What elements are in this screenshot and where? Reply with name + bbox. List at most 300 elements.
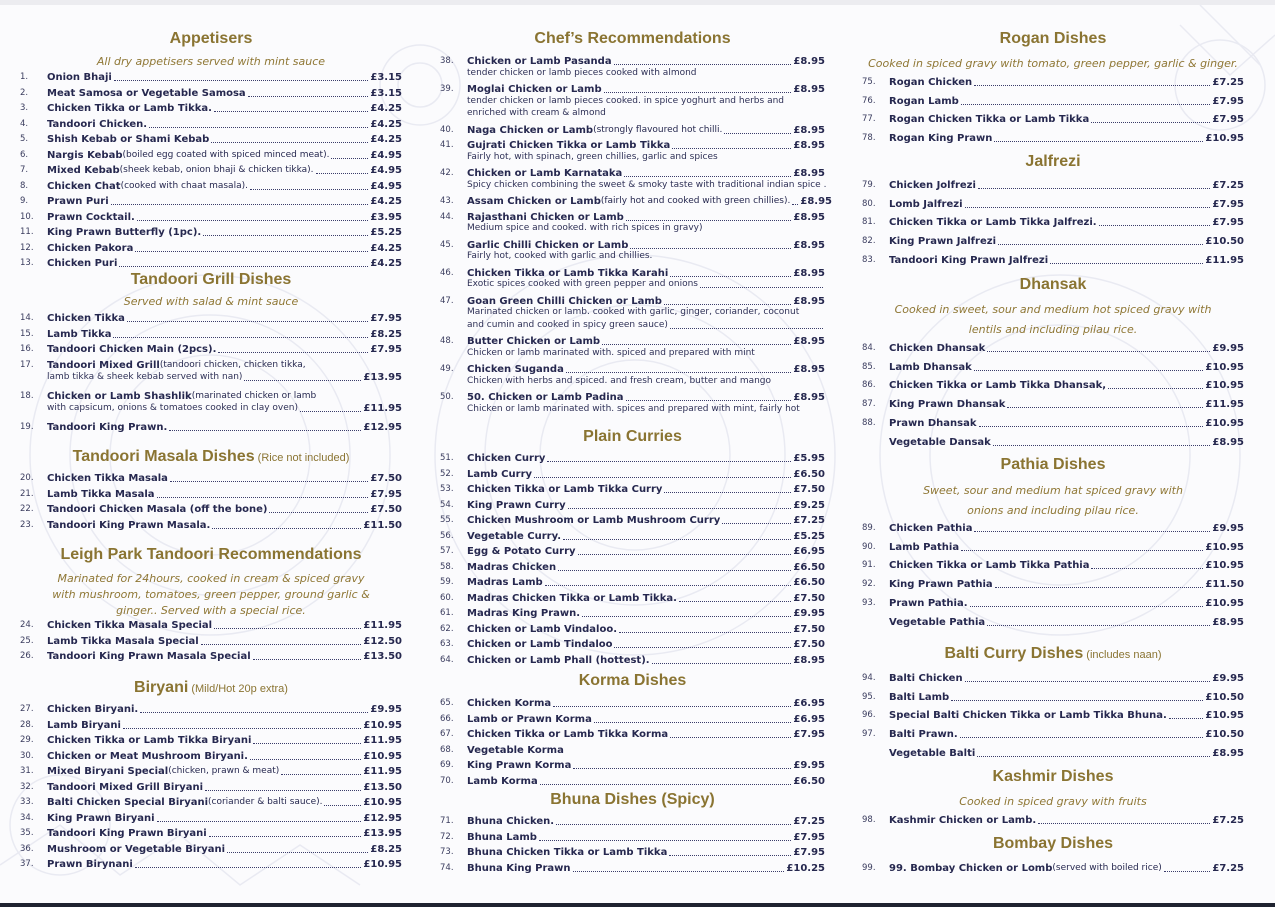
item-number: 71. [440, 816, 454, 826]
item-number: 57. [440, 546, 454, 556]
item-name: King Prawn Biryani [47, 812, 155, 824]
item-number: 94. [862, 673, 876, 683]
item-detail-text: lamb tikka & sheek kebab served with nan) [47, 372, 243, 382]
dot-leader [1099, 225, 1211, 226]
dot-leader [670, 737, 791, 738]
item-name: Lamb Dhansak [889, 361, 972, 373]
dot-leader [573, 871, 785, 872]
dot-leader [978, 188, 1210, 189]
item-price: £13.95 [363, 828, 402, 839]
dot-leader [630, 248, 791, 249]
dot-leader [119, 266, 368, 267]
item-price: £9.25 [793, 499, 825, 511]
item-name: Chicken or Lamb Phall (hottest). [467, 654, 650, 666]
item-price: £10.95 [1205, 541, 1244, 553]
dot-leader [624, 176, 791, 177]
dot-leader [212, 528, 361, 529]
item-detail [467, 179, 825, 192]
section-title: Biryani [134, 679, 189, 696]
menu-item [440, 481, 825, 496]
section-title-note: (includes naan) [1083, 649, 1162, 661]
item-price: £3.15 [370, 72, 402, 83]
dot-leader [169, 430, 361, 431]
item-name: Madras Lamb [467, 577, 543, 588]
item-number: 19. [20, 421, 34, 432]
item-description: (strongly flavoured hot chilli. [593, 124, 723, 135]
item-price: £7.95 [370, 313, 402, 324]
item-detail-text: Chicken or lamb marinated with. spiced and prepared with mint [467, 347, 755, 358]
item-price: £7.25 [793, 816, 825, 827]
item-number: 97. [862, 729, 876, 740]
dot-leader [149, 127, 368, 128]
section-heading [20, 448, 402, 466]
item-number: 44. [440, 211, 454, 222]
menu-item [20, 648, 402, 663]
item-name: Moglai Chicken or Lamb [467, 84, 602, 95]
dot-leader [1108, 388, 1203, 389]
menu-item [440, 122, 825, 137]
section-subtitle: Cooked in sweet, sour and medium hot spiced gravy with [894, 303, 1212, 316]
item-price: £8.95 [793, 84, 825, 95]
item-name: Chicken Puri [47, 258, 118, 269]
section-title: Rogan Dishes [999, 30, 1107, 47]
dot-leader [974, 531, 1210, 532]
item-price: £4.25 [370, 103, 402, 114]
item-price: £7.50 [370, 473, 402, 484]
dot-leader [1091, 568, 1203, 569]
item-number: 89. [862, 523, 876, 533]
item-number: 64. [440, 654, 454, 665]
item-name: Tandoori King Prawn Jalfrezi [889, 254, 1049, 266]
item-price: £6.50 [793, 577, 825, 588]
item-name: Balti Chicken Special Biryani [47, 797, 209, 808]
item-number: 60. [440, 592, 454, 603]
item-price: £8.25 [370, 843, 402, 855]
dot-leader [987, 625, 1210, 626]
section-title: Appetisers [169, 30, 253, 47]
item-name: Lamb Korma [467, 775, 538, 787]
menu-item [20, 617, 402, 632]
item-price: £8.95 [793, 295, 825, 307]
dot-leader [977, 756, 1210, 757]
item-price: £4.25 [370, 196, 402, 207]
item-name: Bhuna Chicken. [467, 816, 555, 827]
section-title: Bhuna Dishes (Spicy) [550, 791, 715, 808]
item-detail-text: tender chicken or lamb pieces cooked. in spice yoghurt and herbs and [467, 95, 784, 106]
menu-item [440, 829, 825, 844]
item-price: £13.50 [363, 651, 402, 662]
item-name: Chicken Tikka Masala Special [47, 620, 213, 631]
item-number: 67. [440, 729, 454, 739]
menu-item [20, 633, 402, 648]
item-price: £3.95 [370, 211, 402, 223]
menu-item [440, 605, 825, 620]
item-detail-text: and cumin and cooked in spicy green sauce) [467, 319, 668, 330]
item-name: Balti Lamb [889, 691, 950, 703]
item-price: £8.25 [370, 328, 402, 340]
section-heading [20, 679, 402, 697]
dot-leader [563, 539, 791, 540]
item-name: Prawn Cocktail. [47, 211, 135, 223]
section-subtitle: lentils and including pilau rice. [968, 323, 1138, 336]
item-price: £10.95 [1205, 361, 1244, 373]
menu-item [20, 470, 402, 485]
section-heading [440, 791, 825, 809]
menu-item [862, 196, 1244, 211]
item-price: £7.95 [370, 488, 402, 500]
menu-item [20, 825, 402, 840]
dot-leader [540, 784, 792, 785]
dot-leader [995, 587, 1204, 588]
item-price: £10.50 [1205, 729, 1244, 741]
item-number: 54. [440, 499, 454, 510]
item-name: Mushroom or Vegetable Biryani [47, 843, 226, 855]
item-name: Vegetable Curry. [467, 530, 562, 542]
menu-item [862, 111, 1244, 126]
item-detail-text: Fairly hot, with spinach, green chillies, garlic and spices [467, 151, 718, 162]
item-name: Chicken Tikka [47, 313, 125, 324]
item-name: Bhuna Chicken Tikka or Lamb Tikka [467, 847, 668, 858]
menu-item [20, 131, 402, 146]
dot-leader [244, 380, 361, 381]
item-detail [467, 67, 825, 80]
dot-leader [300, 411, 361, 412]
dot-leader [556, 824, 791, 825]
item-detail [467, 403, 825, 416]
item-price: £4.25 [370, 258, 402, 269]
item-name: King Prawn Korma [467, 760, 572, 771]
dot-leader [619, 632, 791, 633]
menu-item [20, 486, 402, 501]
menu-item [20, 147, 402, 162]
dot-leader [250, 759, 361, 760]
menu-item [440, 726, 825, 741]
menu-item [862, 74, 1244, 89]
item-number: 90. [862, 541, 876, 552]
item-price: £10.95 [363, 797, 402, 808]
dot-leader [664, 492, 791, 493]
item-number: 24. [20, 620, 34, 630]
item-name: Tandoori King Prawn Masala. [47, 519, 211, 531]
item-number: 56. [440, 530, 454, 541]
item-number: 72. [440, 831, 454, 842]
item-number: 38. [440, 56, 454, 66]
item-name: Onion Bhaji [47, 72, 112, 83]
section-title: Leigh Park Tandoori Recommendations [60, 546, 362, 563]
item-name: Bhuna King Prawn [467, 862, 571, 874]
dot-leader [547, 461, 791, 462]
item-number: 59. [440, 577, 454, 587]
item-price: £3.15 [370, 87, 402, 99]
item-number: 27. [20, 704, 34, 714]
menu-item [440, 652, 825, 667]
item-number: 98. [862, 815, 876, 825]
item-number: 99. [862, 863, 876, 873]
menu-item [440, 757, 825, 772]
item-name: Balti Prawn. [889, 729, 958, 741]
item-price: £7.25 [1212, 77, 1244, 88]
item-price: £7.25 [793, 515, 825, 526]
menu-item [20, 116, 402, 131]
section-title: Tandoori Masala Dishes [72, 448, 255, 465]
item-price: £7.95 [793, 847, 825, 858]
item-price: £8.95 [1212, 436, 1244, 448]
item-price: £11.50 [363, 519, 402, 531]
dot-leader [545, 585, 792, 586]
item-name: Chicken Biryani. [47, 704, 139, 715]
item-name: Rogan King Prawn [889, 133, 993, 145]
item-number: 78. [862, 133, 876, 144]
item-price: £7.50 [793, 484, 825, 495]
item-price: £11.95 [1205, 254, 1244, 266]
item-name: Chicken or Lamb Vindaloo. [467, 623, 618, 635]
item-price: £8.95 [793, 168, 825, 179]
item-number: 29. [20, 735, 34, 745]
item-number: 13. [20, 258, 34, 268]
item-name: Chicken Tikka or Lamb Tikka Biryani [47, 735, 252, 746]
item-price: £7.95 [1212, 114, 1244, 126]
item-number: 32. [20, 781, 34, 792]
dot-leader [961, 104, 1211, 105]
dot-leader [965, 681, 1211, 682]
section-subtitle: All dry appetisers served with mint sauce [96, 55, 326, 68]
item-name: Chicken or Lamb Karnataka [467, 168, 623, 179]
item-price: £10.95 [363, 719, 402, 731]
item-name: Vegetable Dansak [889, 436, 991, 448]
dot-leader [331, 158, 368, 159]
dot-leader [203, 235, 368, 236]
dot-leader [979, 426, 1204, 427]
item-price: £11.95 [363, 403, 402, 414]
item-price: £9.95 [793, 760, 825, 771]
dot-leader [140, 712, 368, 713]
item-name: Tandoori Chicken. [47, 118, 148, 130]
dot-leader [724, 133, 791, 134]
item-name: Lamb or Prawn Korma [467, 713, 592, 725]
item-number: 31. [20, 766, 34, 776]
item-price: £13.50 [363, 781, 402, 793]
item-name: Mixed Kebab [47, 165, 120, 176]
item-number: 76. [862, 95, 876, 106]
menu-item [862, 595, 1244, 610]
item-name: Nargis Kebab [47, 149, 123, 161]
item-name: Chicken Pathia [889, 523, 973, 534]
item-detail-text: Marinated chicken or lamb. cooked with garlic, ginger, coriander, coconut [467, 307, 800, 317]
item-number: 91. [862, 560, 876, 571]
item-price: £9.95 [793, 608, 825, 619]
item-price: £9.95 [1212, 673, 1244, 684]
menu-item [440, 543, 825, 558]
item-price: £8.95 [793, 211, 825, 223]
dot-leader [614, 64, 792, 65]
item-name: Tandoori Chicken Main (2pcs). [47, 344, 217, 355]
dot-leader [534, 477, 791, 478]
item-name: Lamb Tikka Masala Special [47, 635, 199, 647]
item-name: Prawn Birynani [47, 859, 133, 870]
item-description: (chicken, prawn & meat) [168, 766, 280, 776]
menu-item [440, 590, 825, 605]
menu-item [440, 844, 825, 859]
dot-leader [111, 204, 369, 205]
dot-leader [1038, 823, 1210, 824]
item-number: 52. [440, 468, 454, 479]
menu-item [440, 813, 825, 828]
item-number: 15. [20, 328, 34, 339]
item-name: Prawn Dhansak [889, 417, 977, 429]
dot-leader [214, 628, 361, 629]
dot-leader [960, 737, 1204, 738]
menu-item [862, 214, 1244, 229]
item-name: Chicken Suganda [467, 364, 564, 375]
item-price: £8.95 [793, 140, 825, 151]
dot-leader [670, 328, 823, 329]
menu-item [440, 773, 825, 788]
item-price: £8.95 [1212, 747, 1244, 759]
item-number: 47. [440, 295, 454, 306]
item-price: £6.95 [793, 546, 825, 557]
dot-leader [539, 840, 791, 841]
item-name: Kashmir Chicken or Lamb. [889, 815, 1037, 826]
item-name: Chicken Tikka Masala [47, 473, 168, 484]
item-name: Tandoori Chicken Masala (off the bone) [47, 504, 268, 515]
menu-item [20, 255, 402, 270]
item-price: £7.25 [1212, 863, 1244, 874]
item-name: King Prawn Dhansak [889, 399, 1006, 411]
dot-leader [700, 287, 823, 288]
menu-item [20, 841, 402, 856]
dot-leader [248, 96, 369, 97]
dot-leader [573, 768, 791, 769]
section-subtitle: Served with salad & mint sauce [123, 295, 299, 308]
item-name: Chicken Tikka or Lamb Tikka Curry [467, 484, 663, 495]
dot-leader [123, 728, 361, 729]
item-price: £12.50 [363, 635, 402, 647]
item-price: £6.50 [793, 561, 825, 573]
menu-item [862, 377, 1244, 392]
item-number: 85. [862, 361, 876, 372]
item-number: 86. [862, 380, 876, 391]
menu-item [440, 497, 825, 512]
item-number: 96. [862, 710, 876, 721]
item-name: King Prawn Curry [467, 499, 566, 511]
menu-item [862, 860, 1244, 875]
menu-item [20, 224, 402, 239]
item-number: 4. [20, 118, 29, 129]
menu-item [440, 621, 825, 636]
dot-leader [974, 370, 1204, 371]
item-name: Prawn Puri [47, 196, 109, 207]
item-price: £7.95 [1212, 95, 1244, 107]
item-price: £8.95 [793, 654, 825, 666]
item-description: (coriander & balti sauce). [208, 797, 323, 807]
item-detail [467, 319, 825, 332]
item-name: Tandoori King Prawn Masala Special [47, 651, 251, 662]
menu-item [862, 614, 1244, 629]
item-name: Chicken or Meat Mushroom Biryani. [47, 750, 248, 762]
item-name: Chicken Jolfrezi [889, 180, 976, 191]
item-name: Chicken Mushroom or Lamb Mushroom Curry [467, 515, 721, 526]
item-number: 12. [20, 242, 34, 253]
item-name: King Prawn Jalfrezi [889, 236, 996, 248]
item-price: £10.95 [1205, 597, 1244, 609]
item-price: £4.25 [370, 118, 402, 130]
menu-item [862, 670, 1244, 685]
dot-leader [604, 92, 792, 93]
item-name: Lamb Biryani [47, 719, 121, 731]
menu-item [20, 501, 402, 516]
section-heading [862, 645, 1244, 663]
menu-item [440, 450, 825, 465]
item-name: Chicken Korma [467, 698, 552, 709]
item-price: £10.95 [1205, 710, 1244, 722]
menu-item [862, 396, 1244, 411]
item-price: £4.95 [370, 165, 402, 176]
item-name: Chicken Tikka or Lamb Tikka Jalfrezi. [889, 217, 1097, 229]
item-name: Lamb Pathia [889, 541, 960, 553]
menu-item [862, 539, 1244, 554]
item-number: 17. [20, 359, 34, 370]
item-number: 1. [20, 72, 29, 82]
item-number: 25. [20, 635, 34, 646]
menu-item [20, 732, 402, 747]
item-detail [467, 347, 825, 360]
dot-leader [626, 400, 792, 401]
dot-leader [672, 148, 791, 149]
item-number: 14. [20, 313, 34, 323]
item-number: 93. [862, 597, 876, 608]
item-number: 20. [20, 473, 34, 483]
item-name: Madras Chicken [467, 561, 557, 573]
item-number: 39. [440, 84, 454, 94]
dot-leader [113, 337, 368, 338]
item-number: 68. [440, 744, 454, 755]
item-number: 75. [862, 77, 876, 87]
menu-item [20, 856, 402, 871]
item-name: King Prawn Butterfly (1pc). [47, 227, 202, 238]
item-number: 46. [440, 267, 454, 278]
menu-item [862, 415, 1244, 430]
menu-item [20, 388, 402, 403]
item-number: 8. [20, 180, 29, 191]
dot-leader [1164, 871, 1211, 872]
item-price: £7.95 [793, 729, 825, 740]
menu-item [20, 69, 402, 84]
item-price: £8.95 [793, 124, 825, 136]
section-title: Bombay Dishes [992, 835, 1114, 852]
item-name: Lamb Tikka [47, 328, 112, 340]
item-detail [467, 151, 825, 164]
item-number: 55. [440, 515, 454, 525]
item-name: Madras King Prawn. [467, 608, 581, 619]
item-price: £7.95 [1212, 198, 1244, 210]
item-price: £7.95 [370, 344, 402, 355]
dot-leader [135, 251, 368, 252]
menu-item [20, 240, 402, 255]
item-number: 11. [20, 227, 34, 237]
menu-item [20, 810, 402, 825]
item-price: £8.95 [793, 239, 825, 251]
dot-leader [214, 111, 368, 112]
item-name: Naga Chicken or Lamb [467, 124, 594, 136]
dot-leader [679, 601, 791, 602]
section-title: Chef’s Recommendations [534, 30, 731, 47]
section-heading [20, 271, 402, 289]
section-subtitle: with mushroom, tomatoes, green pepper, ground garlic & [52, 588, 370, 601]
menu-item [440, 559, 825, 574]
menu-item [20, 209, 402, 224]
item-detail [467, 250, 825, 263]
item-name: Tandoori King Prawn Biryani [47, 828, 207, 839]
